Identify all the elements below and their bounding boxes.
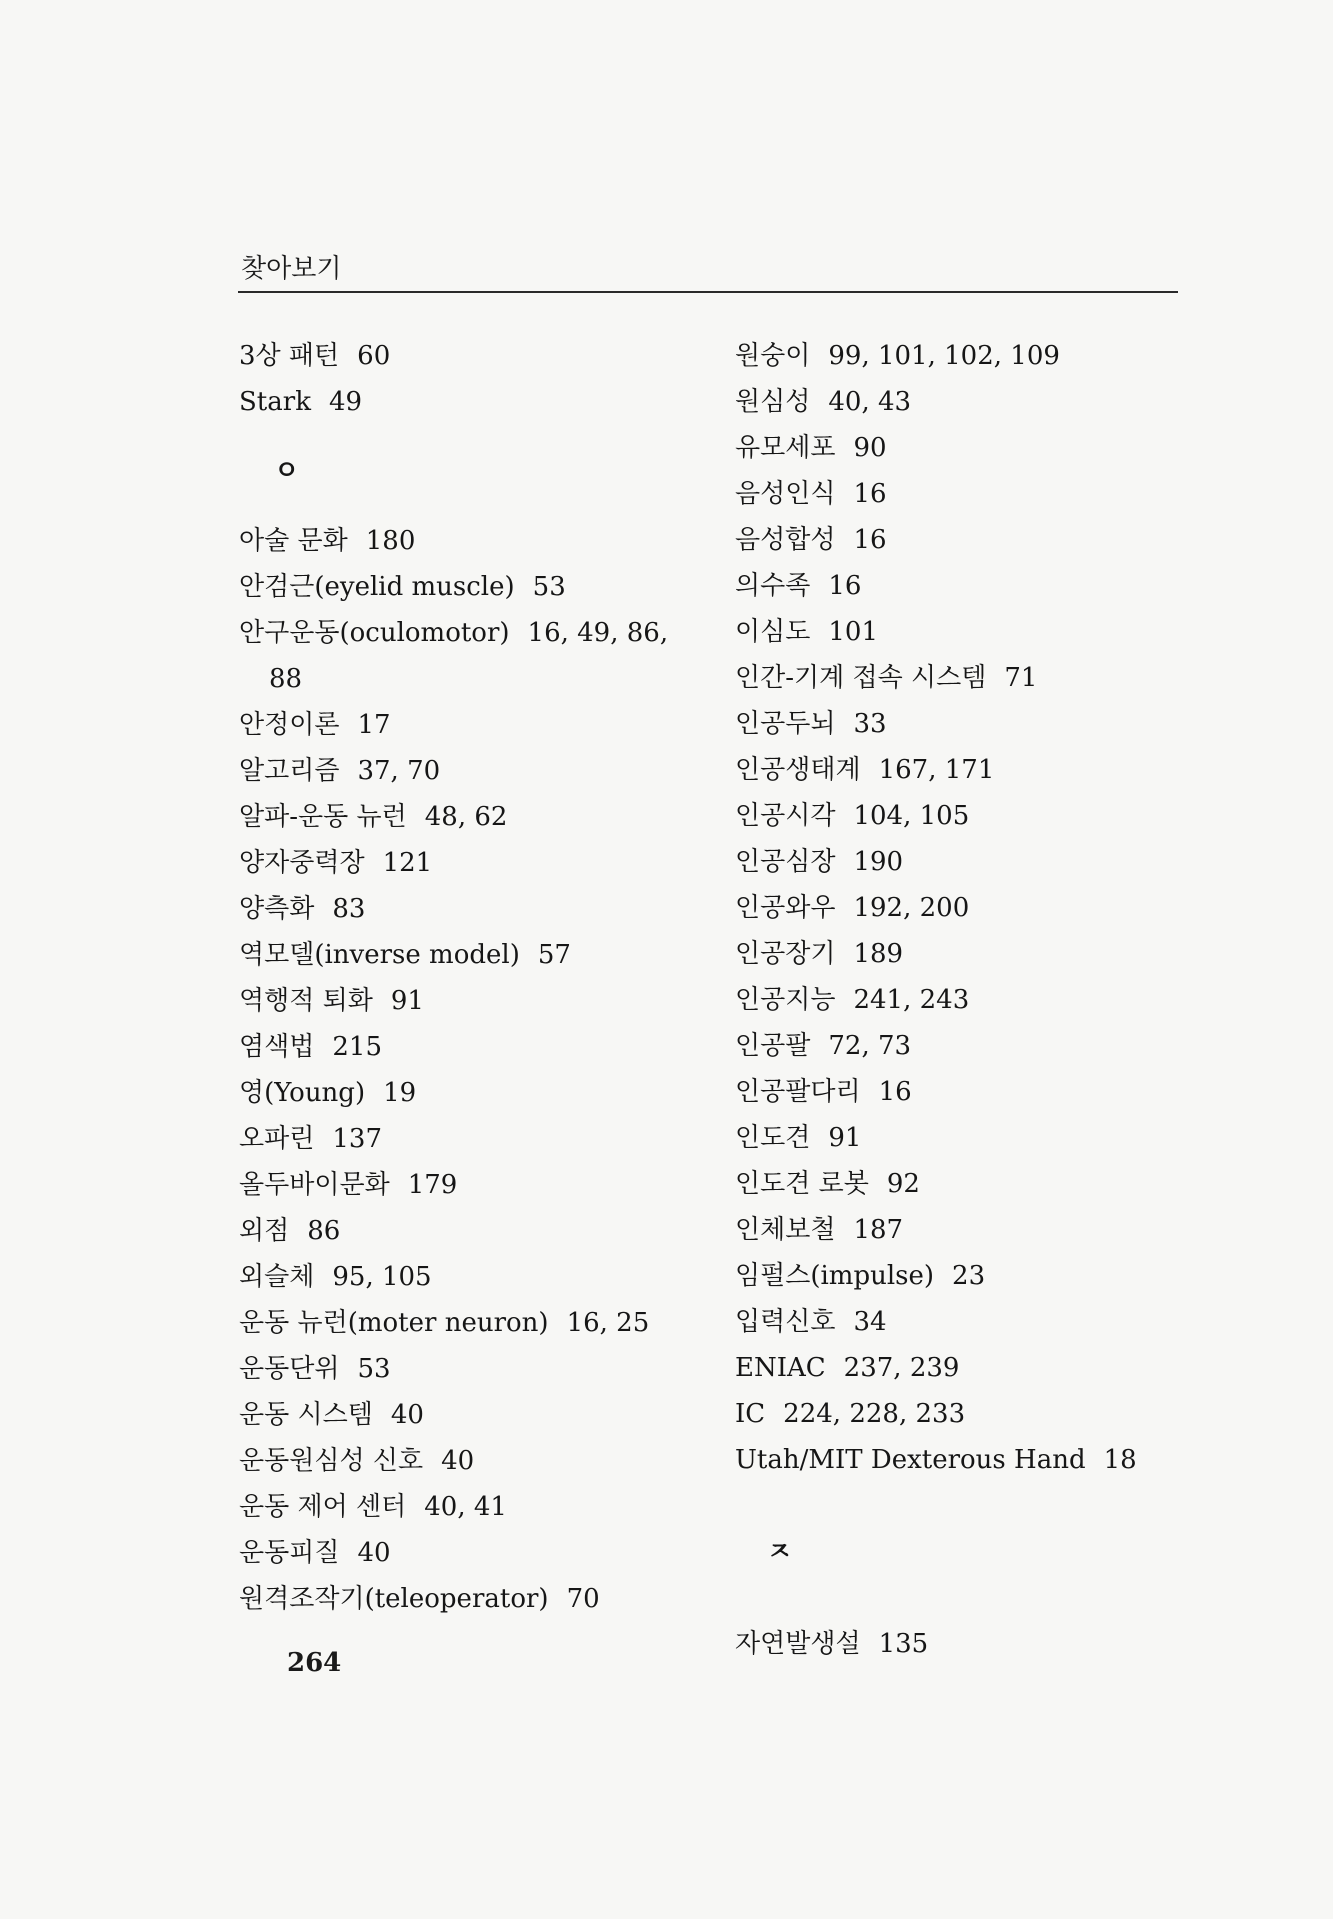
index-entry xyxy=(735,563,1180,609)
index-entry xyxy=(735,1391,1180,1437)
index-entry xyxy=(735,1253,1180,1299)
index-page-refs: 91 xyxy=(828,1123,862,1153)
index-page-refs: 16 xyxy=(853,525,887,555)
index-page-refs: 192, 200 xyxy=(853,893,970,923)
index-entry xyxy=(735,333,1180,379)
index-page-refs: 40, 41 xyxy=(424,1492,507,1522)
left-entries-group-b xyxy=(239,518,699,1622)
index-page-refs: 99, 101, 102, 109 xyxy=(828,341,1060,371)
index-term: 인간-기계 접속 시스템 xyxy=(735,663,987,693)
index-entry xyxy=(239,1208,699,1254)
page-number: 264 xyxy=(287,1648,342,1678)
index-page-refs: 49 xyxy=(328,387,363,417)
index-page-refs: 86 xyxy=(307,1216,341,1246)
index-entry xyxy=(239,1254,699,1300)
index-term: 외슬체 xyxy=(239,1262,315,1292)
index-page-refs: 179 xyxy=(407,1170,458,1200)
index-term: 인공지능 xyxy=(735,985,836,1015)
index-page-refs: 17 xyxy=(357,710,391,740)
index-term: 양측화 xyxy=(239,894,315,924)
index-entry xyxy=(735,1345,1180,1391)
index-page-refs: 137 xyxy=(332,1124,382,1154)
index-entry xyxy=(735,1161,1180,1207)
index-term: 인도견 xyxy=(735,1123,811,1153)
index-page-refs: 16 xyxy=(828,571,862,601)
index-entry xyxy=(239,794,699,840)
index-entry xyxy=(735,1115,1180,1161)
index-entry xyxy=(239,1438,699,1484)
index-term: 알파-운동 뉴런 xyxy=(239,802,407,832)
index-page-refs: 48, 62 xyxy=(424,802,508,832)
index-page-refs: 241, 243 xyxy=(853,985,970,1015)
index-term: 알고리즘 xyxy=(239,756,340,786)
index-page-refs: 23 xyxy=(952,1261,986,1291)
index-entry xyxy=(735,471,1180,517)
index-page-refs: 187 xyxy=(853,1215,904,1245)
index-entry xyxy=(239,518,699,564)
index-page-refs: 90 xyxy=(853,433,887,463)
index-page-refs: 53 xyxy=(532,572,566,602)
index-entry xyxy=(239,379,699,425)
index-page-refs: 60 xyxy=(357,341,391,371)
index-page-refs: 167, 171 xyxy=(878,755,995,785)
index-term: 역행적 퇴화 xyxy=(239,986,373,1016)
index-term: 음성인식 xyxy=(735,479,836,509)
index-entry xyxy=(735,1299,1180,1345)
index-term: Stark xyxy=(239,387,311,417)
index-page-refs: 16 xyxy=(853,479,887,509)
left-entries-group-a xyxy=(239,333,699,425)
index-page-refs: 92 xyxy=(886,1169,920,1199)
index-term: 이심도 xyxy=(735,617,811,647)
index-entry xyxy=(735,885,1180,931)
index-entry xyxy=(239,932,699,978)
index-entry xyxy=(239,978,699,1024)
index-entry xyxy=(735,701,1180,747)
index-term: 오파린 xyxy=(239,1124,315,1154)
index-page-refs: 104, 105 xyxy=(853,801,970,831)
index-entry xyxy=(239,748,699,794)
index-term: 임펄스(impulse) xyxy=(735,1261,935,1291)
index-term: 인공팔다리 xyxy=(735,1077,861,1107)
index-page-refs: 37, 70 xyxy=(357,756,441,786)
index-entry xyxy=(239,702,699,748)
index-entry xyxy=(735,517,1180,563)
index-entry xyxy=(239,1162,699,1208)
index-page-refs: 237, 239 xyxy=(843,1353,960,1383)
index-term: 3상 패턴 xyxy=(239,341,340,371)
index-term: 올두바이문화 xyxy=(239,1170,390,1200)
index-term: 자연발생설 xyxy=(735,1629,861,1659)
index-page-refs: 19 xyxy=(383,1078,417,1108)
index-entry xyxy=(735,1207,1180,1253)
index-term: 운동 뉴런(moter neuron) xyxy=(239,1308,549,1338)
index-term: 인체보철 xyxy=(735,1215,836,1245)
index-page-refs: 190 xyxy=(853,847,904,877)
index-entry xyxy=(239,840,699,886)
index-term: IC xyxy=(735,1399,766,1429)
index-entry xyxy=(239,1576,699,1622)
index-entry xyxy=(735,1023,1180,1069)
index-page-refs: 53 xyxy=(357,1354,391,1384)
index-page-refs: 70 xyxy=(566,1584,600,1614)
index-term: 운동원심성 신호 xyxy=(239,1446,424,1476)
index-entry xyxy=(735,425,1180,471)
index-page-refs: 16 xyxy=(878,1077,912,1107)
index-page-refs-continued: 88 xyxy=(269,664,303,694)
index-page-refs: 40 xyxy=(357,1538,391,1568)
index-entry xyxy=(735,609,1180,655)
header-rule xyxy=(238,291,1178,293)
section-gap xyxy=(239,425,699,448)
index-entry xyxy=(239,886,699,932)
index-term: 운동 시스템 xyxy=(239,1400,373,1430)
index-entry xyxy=(735,1437,1180,1483)
index-term: 영(Young) xyxy=(239,1078,366,1108)
index-term: 아술 문화 xyxy=(239,526,348,556)
index-page-refs: 40 xyxy=(390,1400,424,1430)
index-entry xyxy=(239,564,699,610)
index-page-refs: 40 xyxy=(441,1446,475,1476)
index-term: 운동 제어 센터 xyxy=(239,1492,407,1522)
index-entry xyxy=(239,1484,699,1530)
index-entry xyxy=(239,1300,699,1346)
index-entry xyxy=(735,747,1180,793)
index-entry xyxy=(735,379,1180,425)
index-page-refs: 71 xyxy=(1004,663,1038,693)
index-page-refs: 57 xyxy=(537,940,571,970)
running-head: 찾아보기 xyxy=(241,254,342,284)
index-entry xyxy=(735,793,1180,839)
index-entry xyxy=(239,610,699,702)
index-entry xyxy=(735,655,1180,701)
index-term: 의수족 xyxy=(735,571,811,601)
index-page-refs: 83 xyxy=(332,894,366,924)
index-term: 역모델(inverse model) xyxy=(239,940,520,970)
index-term: 안검근(eyelid muscle) xyxy=(239,572,515,602)
section-gap xyxy=(239,494,699,518)
index-entry xyxy=(239,1116,699,1162)
index-page-refs: 91 xyxy=(390,986,424,1016)
section-gap xyxy=(735,1575,1180,1621)
index-page-refs: 224, 228, 233 xyxy=(783,1399,966,1429)
index-entry xyxy=(239,1530,699,1576)
index-term: 원심성 xyxy=(735,387,811,417)
index-page-refs: 189 xyxy=(853,939,904,969)
index-term: 안정이론 xyxy=(239,710,340,740)
index-term: 인공장기 xyxy=(735,939,836,969)
index-term: 입력신호 xyxy=(735,1307,836,1337)
index-entry xyxy=(239,333,699,379)
index-term: 인공와우 xyxy=(735,893,836,923)
index-entry xyxy=(735,1069,1180,1115)
index-page-refs: 18 xyxy=(1103,1445,1137,1475)
right-entries-group-a xyxy=(735,333,1180,1483)
index-term: 인공심장 xyxy=(735,847,836,877)
index-page-refs: 34 xyxy=(853,1307,887,1337)
index-entry xyxy=(239,1070,699,1116)
index-term: 운동단위 xyxy=(239,1354,340,1384)
index-page-refs: 101 xyxy=(828,617,878,647)
index-page-refs: 180 xyxy=(365,526,416,556)
index-term: 인도견 로봇 xyxy=(735,1169,869,1199)
index-page-refs: 16, 25 xyxy=(566,1308,650,1338)
index-term: 운동피질 xyxy=(239,1538,340,1568)
index-term: 원격조작기(teleoperator) xyxy=(239,1584,549,1614)
index-entry xyxy=(239,1346,699,1392)
index-term: 염색법 xyxy=(239,1032,315,1062)
index-entry xyxy=(735,1621,1180,1667)
index-page-refs: 33 xyxy=(853,709,887,739)
section-letter-ieung: ㅇ xyxy=(274,456,300,486)
index-term: 인공생태계 xyxy=(735,755,861,785)
index-page-refs: 95, 105 xyxy=(332,1262,432,1292)
index-term: 유모세포 xyxy=(735,433,836,463)
section-gap xyxy=(735,1483,1180,1529)
index-entry xyxy=(735,977,1180,1023)
index-term: 인공두뇌 xyxy=(735,709,836,739)
index-term: 음성합성 xyxy=(735,525,836,555)
index-term: 인공시각 xyxy=(735,801,836,831)
index-entry xyxy=(239,1024,699,1070)
index-term: 안구운동(oculomotor) xyxy=(239,618,510,648)
index-term: 양자중력장 xyxy=(239,848,365,878)
index-entry xyxy=(735,931,1180,977)
index-column-right xyxy=(735,333,1180,1667)
index-entry xyxy=(735,839,1180,885)
index-page-refs: 40, 43 xyxy=(828,387,912,417)
index-page-refs: 72, 73 xyxy=(828,1031,912,1061)
section-letter-jieut: ㅈ xyxy=(767,1537,793,1567)
index-term: Utah/MIT Dexterous Hand xyxy=(735,1445,1086,1475)
index-entry xyxy=(239,1392,699,1438)
index-page-refs: 135 xyxy=(878,1629,929,1659)
index-column-left xyxy=(239,333,699,1622)
index-term: 외점 xyxy=(239,1216,290,1246)
index-term: ENIAC xyxy=(735,1353,826,1383)
index-term: 인공팔 xyxy=(735,1031,811,1061)
index-term: 원숭이 xyxy=(735,341,811,371)
index-page-refs: 121 xyxy=(382,848,433,878)
right-entries-group-b xyxy=(735,1621,1180,1667)
index-page-refs: 16, 49, 86, xyxy=(527,618,669,648)
index-page-refs: 215 xyxy=(332,1032,382,1062)
